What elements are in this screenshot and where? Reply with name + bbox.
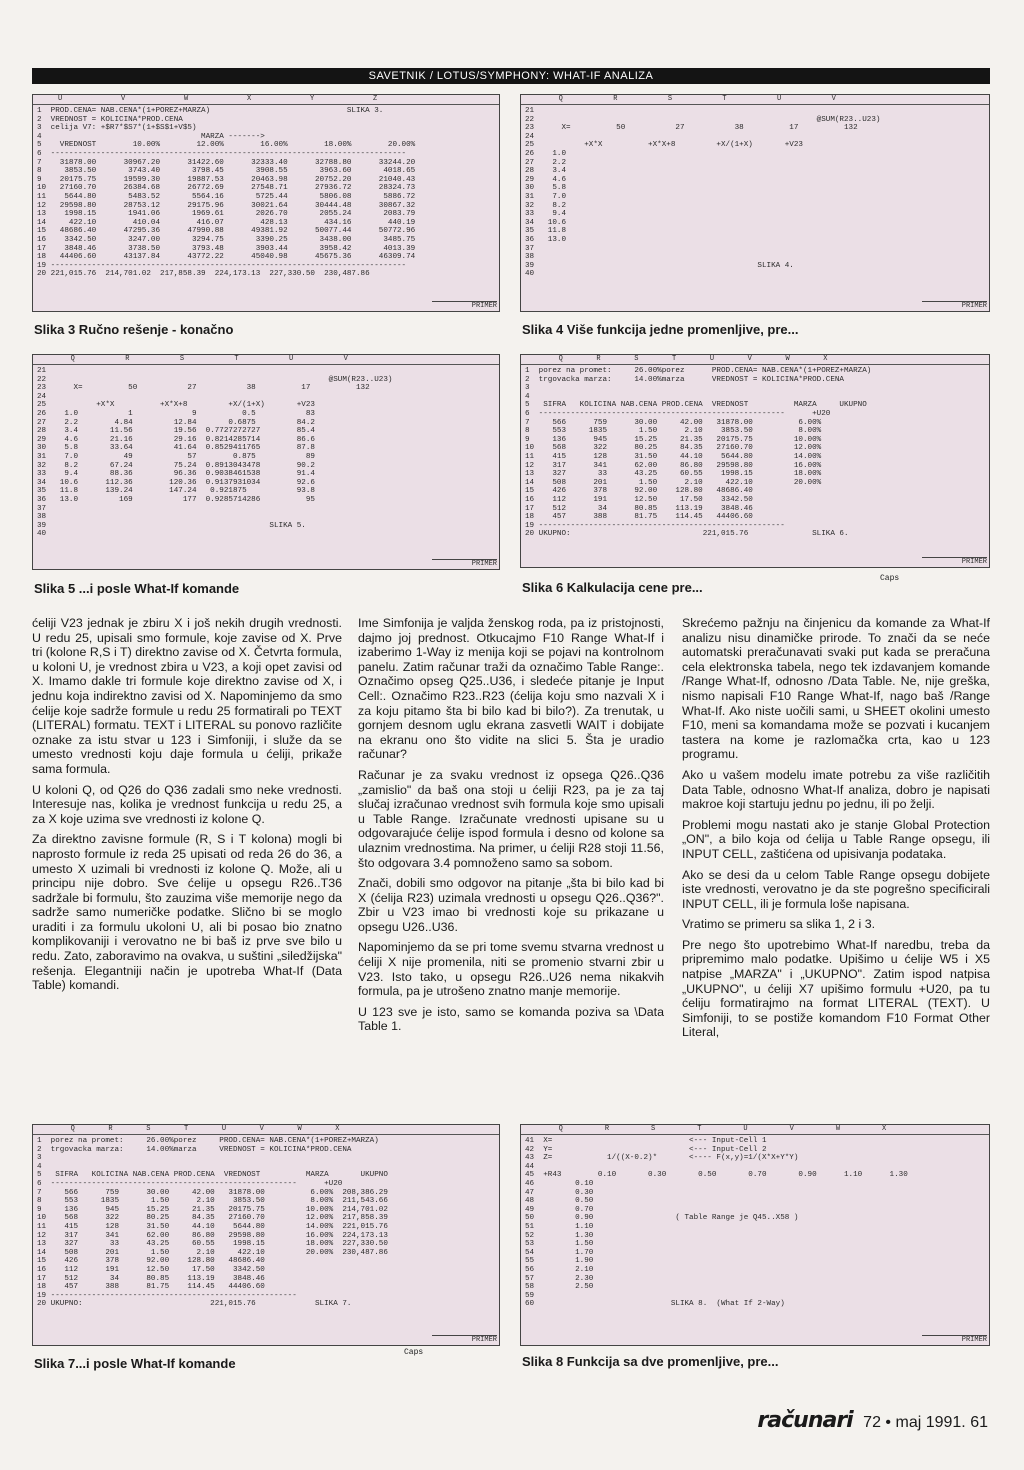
spreadsheet-row: 13 327 33 43.25 60.55 1998.15 18.00% — [525, 470, 822, 479]
spreadsheet-row: 19 ------------------------------------------------------ — [37, 1291, 297, 1300]
spreadsheet-row: 28 3.4 11.56 19.56 0.7727272727 85.4 — [37, 427, 315, 436]
column-header-row: Q R S T U V W X — [521, 355, 989, 365]
spreadsheet-row: 24 — [37, 392, 47, 401]
figure-slika-6 — [520, 354, 990, 568]
spreadsheet-row: 39 SLIKA 5. — [37, 521, 306, 530]
figure-slika-8 — [520, 1124, 990, 1346]
spreadsheet-row: 59 — [525, 1291, 535, 1300]
spreadsheet-rows — [33, 367, 499, 539]
caption-slika-5: Slika 5 ...i posle What-If komande — [34, 581, 240, 596]
spreadsheet-row: 12 317 341 62.00 86.80 29598.80 16.00% 224,173.13 — [37, 1231, 388, 1240]
issue-number: 72 — [863, 1414, 881, 1431]
spreadsheet-row: 33 9.4 88.36 96.36 0.9038461538 91.4 — [37, 470, 315, 479]
spreadsheet-row: 14 508 201 1.50 2.10 422.10 20.00% — [525, 478, 822, 487]
spreadsheet-row: 23 X= 50 27 38 17 132 — [525, 124, 858, 133]
column-header-row: Q R S T U V — [521, 95, 989, 105]
spreadsheet-row: 8 553 1835 1.50 2.10 3853.50 8.00% — [525, 427, 822, 436]
spreadsheet-row: 4 — [37, 1162, 42, 1171]
spreadsheet-row: 6 ------------------------------------------------------------------------------ — [37, 149, 407, 158]
spreadsheet-row: 11 5644.80 5483.52 5564.16 5725.44 5806.08 5886.72 — [37, 192, 416, 201]
spreadsheet-row: 3 — [37, 1154, 42, 1163]
spreadsheet-row: 31 7.0 — [525, 192, 567, 201]
spreadsheet-row: 15 426 378 92.00 128.80 48686.40 — [37, 1257, 265, 1266]
spreadsheet-row: 56 2.10 — [525, 1265, 594, 1274]
spreadsheet-row: 18 457 388 81.75 114.45 44406.60 — [37, 1283, 265, 1292]
spreadsheet-row: 29 4.6 — [525, 175, 567, 184]
spreadsheet-row: 22 @SUM(R23..U23) — [525, 115, 881, 124]
primer-label: PRIMER — [922, 301, 987, 310]
spreadsheet-row: 1 porez na promet: 26.00%porez PROD.CENA= NAB.CENA*(1+POREZ+MARZA) — [37, 1137, 379, 1145]
spreadsheet-row: 4 — [525, 392, 530, 401]
column-header-row: U V W X Y Z — [33, 95, 499, 105]
spreadsheet-row: 20 UKUPNO: 221,015.76 SLIKA 7. — [37, 1300, 352, 1309]
spreadsheet-row: 30 5.8 — [525, 184, 567, 193]
spreadsheet-row: 51 1.10 — [525, 1222, 594, 1231]
spreadsheet-row: 8 3853.50 3743.40 3798.45 3908.55 3963.60 4018.65 — [37, 167, 416, 176]
spreadsheet-row: 55 1.90 — [525, 1257, 594, 1266]
spreadsheet-row: 10 27160.70 26384.68 26772.69 27548.71 27936.72 28324.73 — [37, 184, 416, 193]
column-header-row: Q R S T U V W X — [521, 1125, 989, 1135]
spreadsheet-row: 25 +X*X +X*X+8 +X/(1+X) +V23 — [525, 141, 803, 150]
spreadsheet-row: 3 — [525, 384, 530, 393]
paragraph: Znači, dobili smo odgovor na pitanje „šta bi bilo kad bi X (ćelija R23) uzimala vrednosti u opsegu Q26..Q36?". Zbir u V23 imao bi vrednosti koje su prikazane u opsegu U26..U36. — [358, 876, 664, 934]
spreadsheet-row: 58 2.50 — [525, 1283, 594, 1292]
spreadsheet-row: 23 X= 50 27 38 17 132 — [37, 384, 370, 393]
spreadsheet-row: 29 4.6 21.16 29.16 0.8214285714 86.6 — [37, 435, 315, 444]
spreadsheet-row: 44 — [525, 1162, 535, 1171]
paragraph: Skrećemo pažnju na činjenicu da komande za What-If analizu nisu dinamičke prirode. To znači da se neće automatski preračunavati svaki put kada se preračuna cela elektronska tabela, nego tek izdavanjem komande /Range What-If, odnosno /Data Table. Ne, nije greška, nismo napisali F10 Range What-If, nago baš /Range What-If. Ako niste uočili sami, u SHEET okolini umesto F10, meni sa komandama može se pozvati i kucanjem tastera na kome je razlomačka crta, kao u 123 programu. — [682, 616, 990, 762]
spreadsheet-row: 35 11.8 139.24 147.24 0.921875 93.8 — [37, 487, 315, 496]
spreadsheet-row: 18 457 388 81.75 114.45 44406.60 — [525, 513, 753, 522]
column-header-row: Q R S T U V — [33, 355, 499, 365]
spreadsheet-row: 39 SLIKA 4. — [525, 261, 794, 270]
spreadsheet-rows — [33, 107, 499, 279]
paragraph: Za direktno zavisne formule (R, S i T kolona) mogli bi naprosto formule iz reda 25 upisati od reda 26 do 36, a umesto X uzimali bi vrednosti iz kolone Q. Može, ali u principu nije dobro. Sve ćelije u opsegu R26..T36 sadržale bi formulu, što zauzima više memorije nego da sadrže samo numeričke podatke. Slično bi se moglo uraditi i za formulu ukoloni U, ali bi posao bio znatno komplikovaniji i verovatno ne bi baš iz prve sve bilo u redu. Zato, zaboravimo na ovakva, u suštini „siledžijska" rešenja. Elegantniji način je upotreba What-If (Data Table) komandi. — [32, 832, 342, 993]
figure-slika-3 — [32, 94, 500, 312]
spreadsheet-row: 45 +R43 0.10 0.30 0.50 0.70 0.90 1.10 1.30 — [525, 1171, 908, 1180]
spreadsheet-row: 1 porez na promet: 26.00%porez PROD.CENA= NAB.CENA*(1+POREZ+MARZA) — [525, 367, 872, 375]
spreadsheet-row: 16 112 191 12.50 17.50 3342.50 — [37, 1265, 265, 1274]
primer-label: PRIMER — [432, 1335, 497, 1344]
caption-slika-7: Slika 7...i posle What-If komande — [34, 1356, 236, 1371]
paragraph: Ako se desi da u celom Table Range opsegu dobijete iste vrednosti, verovatno je da ste pogrešno specificirali INPUT CELL, ili je formula loše napisana. — [682, 867, 990, 911]
paragraph: Računar je za svaku vrednost iz opsega Q26..Q36 „zamislio" da baš ona stoji u ćeliji R23, pa je za taj slučaj izračunao vrednost svih formula koje smo upisali u Table Range. Izračunate vrednosti upisane su u odgovarajuće ćelije ispod formula i desno od kolone sa ulaznim vrednostima. Na primer, u ćeliji R28 stoji 11.56, što odgovara 3.4 pomnoženo samo sa sobom. — [358, 767, 664, 870]
spreadsheet-row: 43 Z= 1/((X-0.2)* <---- F(x,y)=1/(X*X+Y*Y) — [525, 1154, 799, 1163]
primer-label: PRIMER — [432, 301, 497, 310]
spreadsheet-row: 10 568 322 80.25 84.35 27160.70 12.00% — [525, 444, 822, 453]
spreadsheet-rows — [521, 1137, 989, 1309]
figure-slika-7 — [32, 1124, 500, 1346]
spreadsheet-row: 16 112 191 12.50 17.50 3342.50 — [525, 495, 753, 504]
spreadsheet-row: 12 317 341 62.00 86.80 29598.80 16.00% — [525, 461, 822, 470]
caps-indicator-7: Caps — [404, 1348, 424, 1357]
spreadsheet-row: 52 1.30 — [525, 1231, 594, 1240]
spreadsheet-row: 34 10.6 112.36 120.36 0.9137931034 92.6 — [37, 478, 315, 487]
spreadsheet-row: 14 422.10 410.04 416.07 428.13 434.16 440.19 — [37, 218, 416, 227]
spreadsheet-row: 20 UKUPNO: 221,015.76 SLIKA 6. — [525, 530, 849, 539]
figure-slika-4 — [520, 94, 990, 312]
paragraph: Pre nego što upotrebimo What-If naredbu, treba da pripremimo malo podatke. Upišimo u ćelije W5 i X5 natpise „MARZA" i „UKUPNO". Zatim ispod natpisa „UKUPNO", u ćeliji X7 upišimo formulu +U20, pa tu ćeliju formatirajmo na format LITERAL (TEXT). U Simfoniji, to se postiže komandom F10 Format Other Literal, — [682, 937, 990, 1040]
spreadsheet-row: 2 trgovacka marza: 14.00%marza VREDNOST = KOLICINA*PROD.CENA — [37, 1145, 352, 1154]
spreadsheet-row: 27 2.2 4.84 12.84 0.6875 84.2 — [37, 418, 315, 427]
article-column-3 — [682, 616, 990, 1046]
spreadsheet-row: 11 415 128 31.50 44.10 5644.80 14.00% 221,015.76 — [37, 1222, 388, 1231]
caps-indicator-6: Caps — [880, 574, 900, 583]
spreadsheet-row: 37 — [525, 244, 535, 253]
spreadsheet-rows — [521, 107, 989, 279]
spreadsheet-row: 26 1.0 1 9 0.5 83 — [37, 409, 315, 418]
paragraph: Ime Simfonija je valjda ženskog roda, pa iz pristojnosti, dajmo joj prednost. Otkucajmo F10 Range What-If i izaberimo 1-Way iz menija koji se pojavi na kontrolnom panelu. Zatim računar traži da označimo Table Range:. Označimo opseg Q25..U36, i sledeće pitanje je Input Cell:. Označimo R23..R23 (ćelija koju smo nazvali X i za koju pitamo šta bi bilo kad bi bilo?). Za trenutak, u gornjem desnom uglu ekrana zasvetli WAIT i dobijate na ekranu ono što vidite na slici 5. Šta je uradio računar? — [358, 616, 664, 762]
spreadsheet-row: 16 3342.50 3247.00 3294.75 3390.25 3438.00 3485.75 — [37, 235, 416, 244]
spreadsheet-row: 32 8.2 67.24 75.24 0.8913043478 90.2 — [37, 461, 315, 470]
spreadsheet-row: 35 11.8 — [525, 227, 567, 236]
caption-slika-6: Slika 6 Kalkulacija cene pre... — [522, 580, 703, 595]
spreadsheet-row: 38 — [37, 513, 47, 522]
spreadsheet-row: 40 — [37, 530, 47, 539]
spreadsheet-row: 5 VREDNOST 10.00% 12.00% 16.00% 18.00% 20.00% — [37, 141, 416, 150]
spreadsheet-row: 5 SIFRA KOLICINA NAB.CENA PROD.CENA VREDNOST MARZA UKUPNO — [37, 1171, 388, 1180]
spreadsheet-row: 54 1.70 — [525, 1248, 594, 1257]
spreadsheet-row: 22 @SUM(R23..U23) — [37, 375, 393, 384]
spreadsheet-row: 13 1998.15 1941.06 1969.61 2026.70 2055.24 2083.79 — [37, 210, 416, 219]
footer-bullet: • — [885, 1414, 892, 1431]
spreadsheet-row: 30 5.8 33.64 41.64 0.8529411765 87.8 — [37, 444, 315, 453]
caption-slika-4: Slika 4 Više funkcija jedne promenljive, pre... — [522, 322, 799, 337]
spreadsheet-row: 19 ------------------------------------------------------------------------------ — [37, 261, 407, 270]
spreadsheet-row: 7 31878.00 30967.20 31422.60 32333.40 32788.80 33244.20 — [37, 158, 416, 167]
spreadsheet-row: 36 13.0 — [525, 235, 567, 244]
spreadsheet-row: 18 44406.60 43137.84 43772.22 45040.98 45675.36 46309.74 — [37, 253, 416, 262]
paragraph: Ako u vašem modelu imate potrebu za više različitih Data Table, odnosno What-If analiza, dobro je napisati makroe koji startuju jednu po jednu, ili po želji. — [682, 767, 990, 812]
spreadsheet-row: 46 0.10 — [525, 1179, 594, 1188]
spreadsheet-row: 24 — [525, 132, 535, 141]
article-column-2 — [358, 616, 664, 1040]
paragraph: ćeliji V23 jednak je zbiru X i još nekih drugih vrednosti. U redu 25, upisali smo formule, koje zavise od X. Prve tri (kolone R,S i T) direktno zavise od X. Četvrta formula, u koloni U, je vrednost zbira u V23, a koji opet zavisi od X. Imamo dakle tri formule koje direktno zavise od X, i jednu koja indirektno zavisi od X. Napominjemo da smo ćelije koje sadrže formule u redu 25 formatirali po TEXT (LITERAL) formatu. TEXT i LITERAL su ponovo različite oznake za istu stvar u 123 i Simfoniji, i služe da se umesto vrednosti koju daje formula u ćeliji, prikaže sama formula. — [32, 616, 342, 776]
paragraph: U koloni Q, od Q26 do Q36 zadali smo neke vrednosti. Interesuje nas, kolika je vrednost funkcija u redu 25, a za X koje uzima sve vrednosti iz kolone Q. — [32, 782, 342, 826]
spreadsheet-row: 53 1.50 — [525, 1240, 594, 1249]
spreadsheet-row: 21 — [37, 367, 47, 375]
paragraph: U 123 sve je isto, samo se komanda poziva sa \Data Table 1. — [358, 1004, 664, 1034]
spreadsheet-row: 41 X= <--- Input-Cell 1 — [525, 1137, 767, 1145]
spreadsheet-row: 17 512 34 80.85 113.19 3848.46 — [525, 504, 753, 513]
primer-label: PRIMER — [922, 1335, 987, 1344]
spreadsheet-row: 6 ------------------------------------------------------ +U20 — [37, 1179, 343, 1188]
spreadsheet-row: 15 426 378 92.00 128.80 48686.40 — [525, 487, 753, 496]
spreadsheet-row: 28 3.4 — [525, 167, 567, 176]
spreadsheet-row: 60 SLIKA 8. (What If 2-Way) — [525, 1300, 785, 1309]
issue-date-page: maj 1991. 61 — [895, 1414, 988, 1431]
page-footer — [757, 1408, 988, 1433]
spreadsheet-row: 12 29598.80 28753.12 29175.96 30021.64 30444.48 30867.32 — [37, 201, 416, 210]
figure-slika-5 — [32, 354, 500, 570]
spreadsheet-row: 4 MARZA -------> — [37, 132, 265, 141]
spreadsheet-row: 7 566 759 30.00 42.00 31878.00 6.00% 208,386.29 — [37, 1188, 388, 1197]
caption-slika-8: Slika 8 Funkcija sa dve promenljive, pre... — [522, 1354, 779, 1369]
spreadsheet-row: 9 136 945 15.25 21.35 20175.75 10.00% — [525, 435, 822, 444]
spreadsheet-row: 3 celija V7: +$R7*$S7*(1+$S$1+V$5) — [37, 124, 197, 133]
spreadsheet-row: 19 ------------------------------------------------------ — [525, 521, 785, 530]
spreadsheet-row: 17 512 34 80.85 113.19 3848.46 — [37, 1274, 265, 1283]
spreadsheet-row: 36 13.0 169 177 0.9285714286 95 — [37, 495, 315, 504]
spreadsheet-row: 9 20175.75 19599.30 19887.53 20463.98 20752.20 21040.43 — [37, 175, 416, 184]
spreadsheet-row: 47 0.30 — [525, 1188, 594, 1197]
spreadsheet-row: 40 — [525, 270, 535, 279]
paragraph: Vratimo se primeru sa slika 1, 2 i 3. — [682, 917, 876, 932]
spreadsheet-row: 13 327 33 43.25 60.55 1998.15 18.00% 227,330.50 — [37, 1240, 388, 1249]
paragraph: Problemi mogu nastati ako je stanje Global Protection „ON", a bilo koja od ćelija u Table Range opsegu, ili INPUT CELL, zaštićena od upisivanja podataka. — [682, 817, 990, 861]
spreadsheet-row: 7 566 759 30.00 42.00 31878.00 6.00% — [525, 418, 822, 427]
spreadsheet-row: 2 trgovacka marza: 14.00%marza VREDNOST = KOLICINA*PROD.CENA — [525, 375, 844, 384]
spreadsheet-row: 15 48686.40 47295.36 47990.88 49381.92 50077.44 50772.96 — [37, 227, 416, 236]
spreadsheet-row: 49 0.70 — [525, 1205, 594, 1214]
spreadsheet-row: 9 136 945 15.25 21.35 20175.75 10.00% 214,701.02 — [37, 1205, 388, 1214]
primer-label: PRIMER — [432, 559, 497, 568]
spreadsheet-row: 50 0.90 ( Table Range je Q45..X58 ) — [525, 1214, 799, 1223]
spreadsheet-row: 26 1.0 — [525, 149, 567, 158]
spreadsheet-row: 33 9.4 — [525, 210, 567, 219]
spreadsheet-rows — [33, 1137, 499, 1309]
spreadsheet-row: 2 VREDNOST = KOLICINA*PROD.CENA — [37, 115, 183, 124]
section-title: SAVETNIK / LOTUS/SYMPHONY: WHAT-IF ANALIZA — [368, 70, 654, 82]
spreadsheet-row: 32 8.2 — [525, 201, 567, 210]
primer-label: PRIMER — [922, 557, 987, 566]
spreadsheet-row: 37 — [37, 504, 47, 513]
spreadsheet-row: 5 SIFRA KOLICINA NAB.CENA PROD.CENA VREDNOST MARZA UKUPNO — [525, 401, 867, 410]
article-column-1 — [32, 616, 342, 999]
spreadsheet-row: 21 — [525, 107, 535, 115]
spreadsheet-row: 48 0.50 — [525, 1197, 594, 1206]
section-header-bar — [32, 68, 990, 84]
spreadsheet-row: 6 ------------------------------------------------------ +U20 — [525, 409, 831, 418]
spreadsheet-row: 57 2.30 — [525, 1274, 594, 1283]
spreadsheet-row: 34 10.6 — [525, 218, 567, 227]
spreadsheet-row: 42 Y= <--- Input-Cell 2 — [525, 1145, 767, 1154]
spreadsheet-row: 38 — [525, 253, 535, 262]
caption-slika-3: Slika 3 Ručno rešenje - konačno — [34, 322, 234, 337]
spreadsheet-row: 8 553 1835 1.50 2.10 3853.50 8.00% 211,543.66 — [37, 1197, 388, 1206]
spreadsheet-row: 10 568 322 80.25 84.35 27160.70 12.00% 217,858.39 — [37, 1214, 388, 1223]
column-header-row: Q R S T U V W X — [33, 1125, 499, 1135]
spreadsheet-row: 27 2.2 — [525, 158, 567, 167]
paragraph: Napominjemo da se pri tome svemu stvarna vrednost u ćeliji X nije promenila, niti se promenio stvarni zbir u V23. Isto tako, u opsegu R26..U26 nema nikakvih formula, pa je utrošeno znatno manje memorije. — [358, 940, 664, 999]
spreadsheet-row: 25 +X*X +X*X+8 +X/(1+X) +V23 — [37, 401, 315, 410]
spreadsheet-row: 17 3848.46 3738.50 3793.48 3903.44 3958.42 4013.39 — [37, 244, 416, 253]
magazine-logo: računari — [757, 1408, 853, 1433]
spreadsheet-row: 20 221,015.76 214,701.02 217,858.39 224,173.13 227,330.50 230,487.86 — [37, 270, 370, 279]
spreadsheet-row: 31 7.0 49 57 0.875 89 — [37, 452, 315, 461]
spreadsheet-row: 14 508 201 1.50 2.10 422.10 20.00% 230,487.86 — [37, 1248, 388, 1257]
spreadsheet-row: 11 415 128 31.50 44.10 5644.80 14.00% — [525, 452, 822, 461]
spreadsheet-rows — [521, 367, 989, 539]
spreadsheet-row: 1 PROD.CENA= NAB.CENA*(1+POREZ+MARZA) SLIKA 3. — [37, 107, 384, 115]
